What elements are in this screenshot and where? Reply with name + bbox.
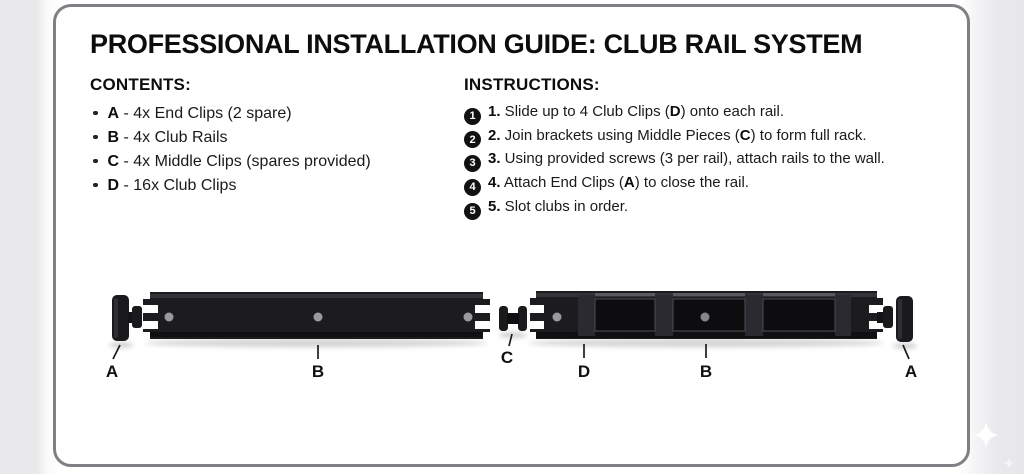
- list-item: [90, 102, 450, 126]
- step-number-label: 1.: [488, 103, 501, 120]
- step-text: ) to form full rack.: [750, 126, 867, 144]
- item-separator: -: [119, 177, 134, 194]
- step-number-badge: 3: [464, 155, 481, 172]
- step-text: Slide up to 4 Club Clips (: [500, 103, 670, 120]
- item-desc: 16x Club Clips: [133, 177, 237, 194]
- item-separator: -: [119, 153, 134, 170]
- diagram-label-d: D: [577, 362, 591, 381]
- step-number-label: 3.: [488, 150, 501, 168]
- club-rail-right: [530, 291, 883, 339]
- item-desc: 4x End Clips (2 spare): [133, 105, 292, 122]
- item-letter: C: [107, 153, 120, 170]
- item-letter: D: [107, 177, 120, 194]
- step-number-badge: 2: [464, 131, 481, 148]
- club-clip-windows: [595, 299, 835, 331]
- step-row: [464, 101, 964, 125]
- parts-diagram: [55, 282, 925, 382]
- sparkle-icon: [970, 419, 1002, 451]
- list-item: [90, 126, 450, 150]
- middle-clip: [499, 306, 527, 331]
- bullet-icon: [93, 135, 98, 140]
- item-letter: A: [107, 105, 120, 122]
- step-text: ) onto each rail.: [680, 103, 784, 120]
- item-separator: -: [119, 129, 134, 146]
- clip-top-highlights: [595, 293, 835, 296]
- item-separator: -: [119, 105, 134, 122]
- item-desc: 4x Middle Clips (spares provided): [133, 153, 371, 170]
- step-text: Attach End Clips (: [500, 174, 624, 192]
- step-number-label: 5.: [488, 197, 501, 215]
- diagram-label-a-right: A: [904, 362, 918, 381]
- step-text: ) to close the rail.: [634, 174, 749, 192]
- contents-list: [90, 102, 450, 198]
- end-clip-left: [112, 295, 142, 341]
- sparkle-icon-small: [1002, 456, 1016, 470]
- list-item: [90, 150, 450, 174]
- list-item: [90, 174, 450, 198]
- step-text: Using provided screws (3 per rail), attach rails to the wall.: [500, 150, 885, 168]
- diagram-label-b-right: B: [699, 362, 713, 381]
- contents-heading: CONTENTS:: [90, 75, 191, 94]
- item-letter: B: [107, 129, 120, 146]
- item-desc: 4x Club Rails: [133, 129, 228, 146]
- steps-list: [464, 101, 964, 220]
- bullet-icon: [93, 183, 98, 188]
- step-part-ref: A: [623, 174, 635, 192]
- step-part-ref: C: [739, 126, 751, 144]
- page-title: PROFESSIONAL INSTALLATION GUIDE: CLUB RAIL SYSTEM: [90, 29, 863, 59]
- diagram-label-a-left: A: [105, 362, 119, 381]
- step-number-badge: 4: [464, 179, 481, 196]
- step-number-badge: 5: [464, 203, 481, 220]
- club-rail-left: [143, 292, 490, 339]
- guide-card: [53, 4, 970, 467]
- instructions-section: [464, 75, 964, 220]
- bullet-icon: [93, 111, 98, 116]
- step-row: [464, 148, 964, 172]
- instructions-heading: INSTRUCTIONS:: [464, 75, 600, 94]
- step-text: Join brackets using Middle Pieces (: [500, 126, 740, 144]
- step-row: [464, 172, 964, 196]
- step-text: Slot clubs in order.: [500, 197, 629, 215]
- step-row: [464, 125, 964, 149]
- contents-section: [90, 75, 450, 198]
- diagram-label-c: C: [500, 348, 514, 367]
- step-number-badge: 1: [464, 108, 481, 125]
- step-row: [464, 196, 964, 220]
- diagram-label-b-left: B: [311, 362, 325, 381]
- step-number-label: 2.: [488, 126, 501, 144]
- step-part-ref: D: [669, 103, 681, 120]
- bullet-icon: [93, 159, 98, 164]
- step-number-label: 4.: [488, 174, 501, 192]
